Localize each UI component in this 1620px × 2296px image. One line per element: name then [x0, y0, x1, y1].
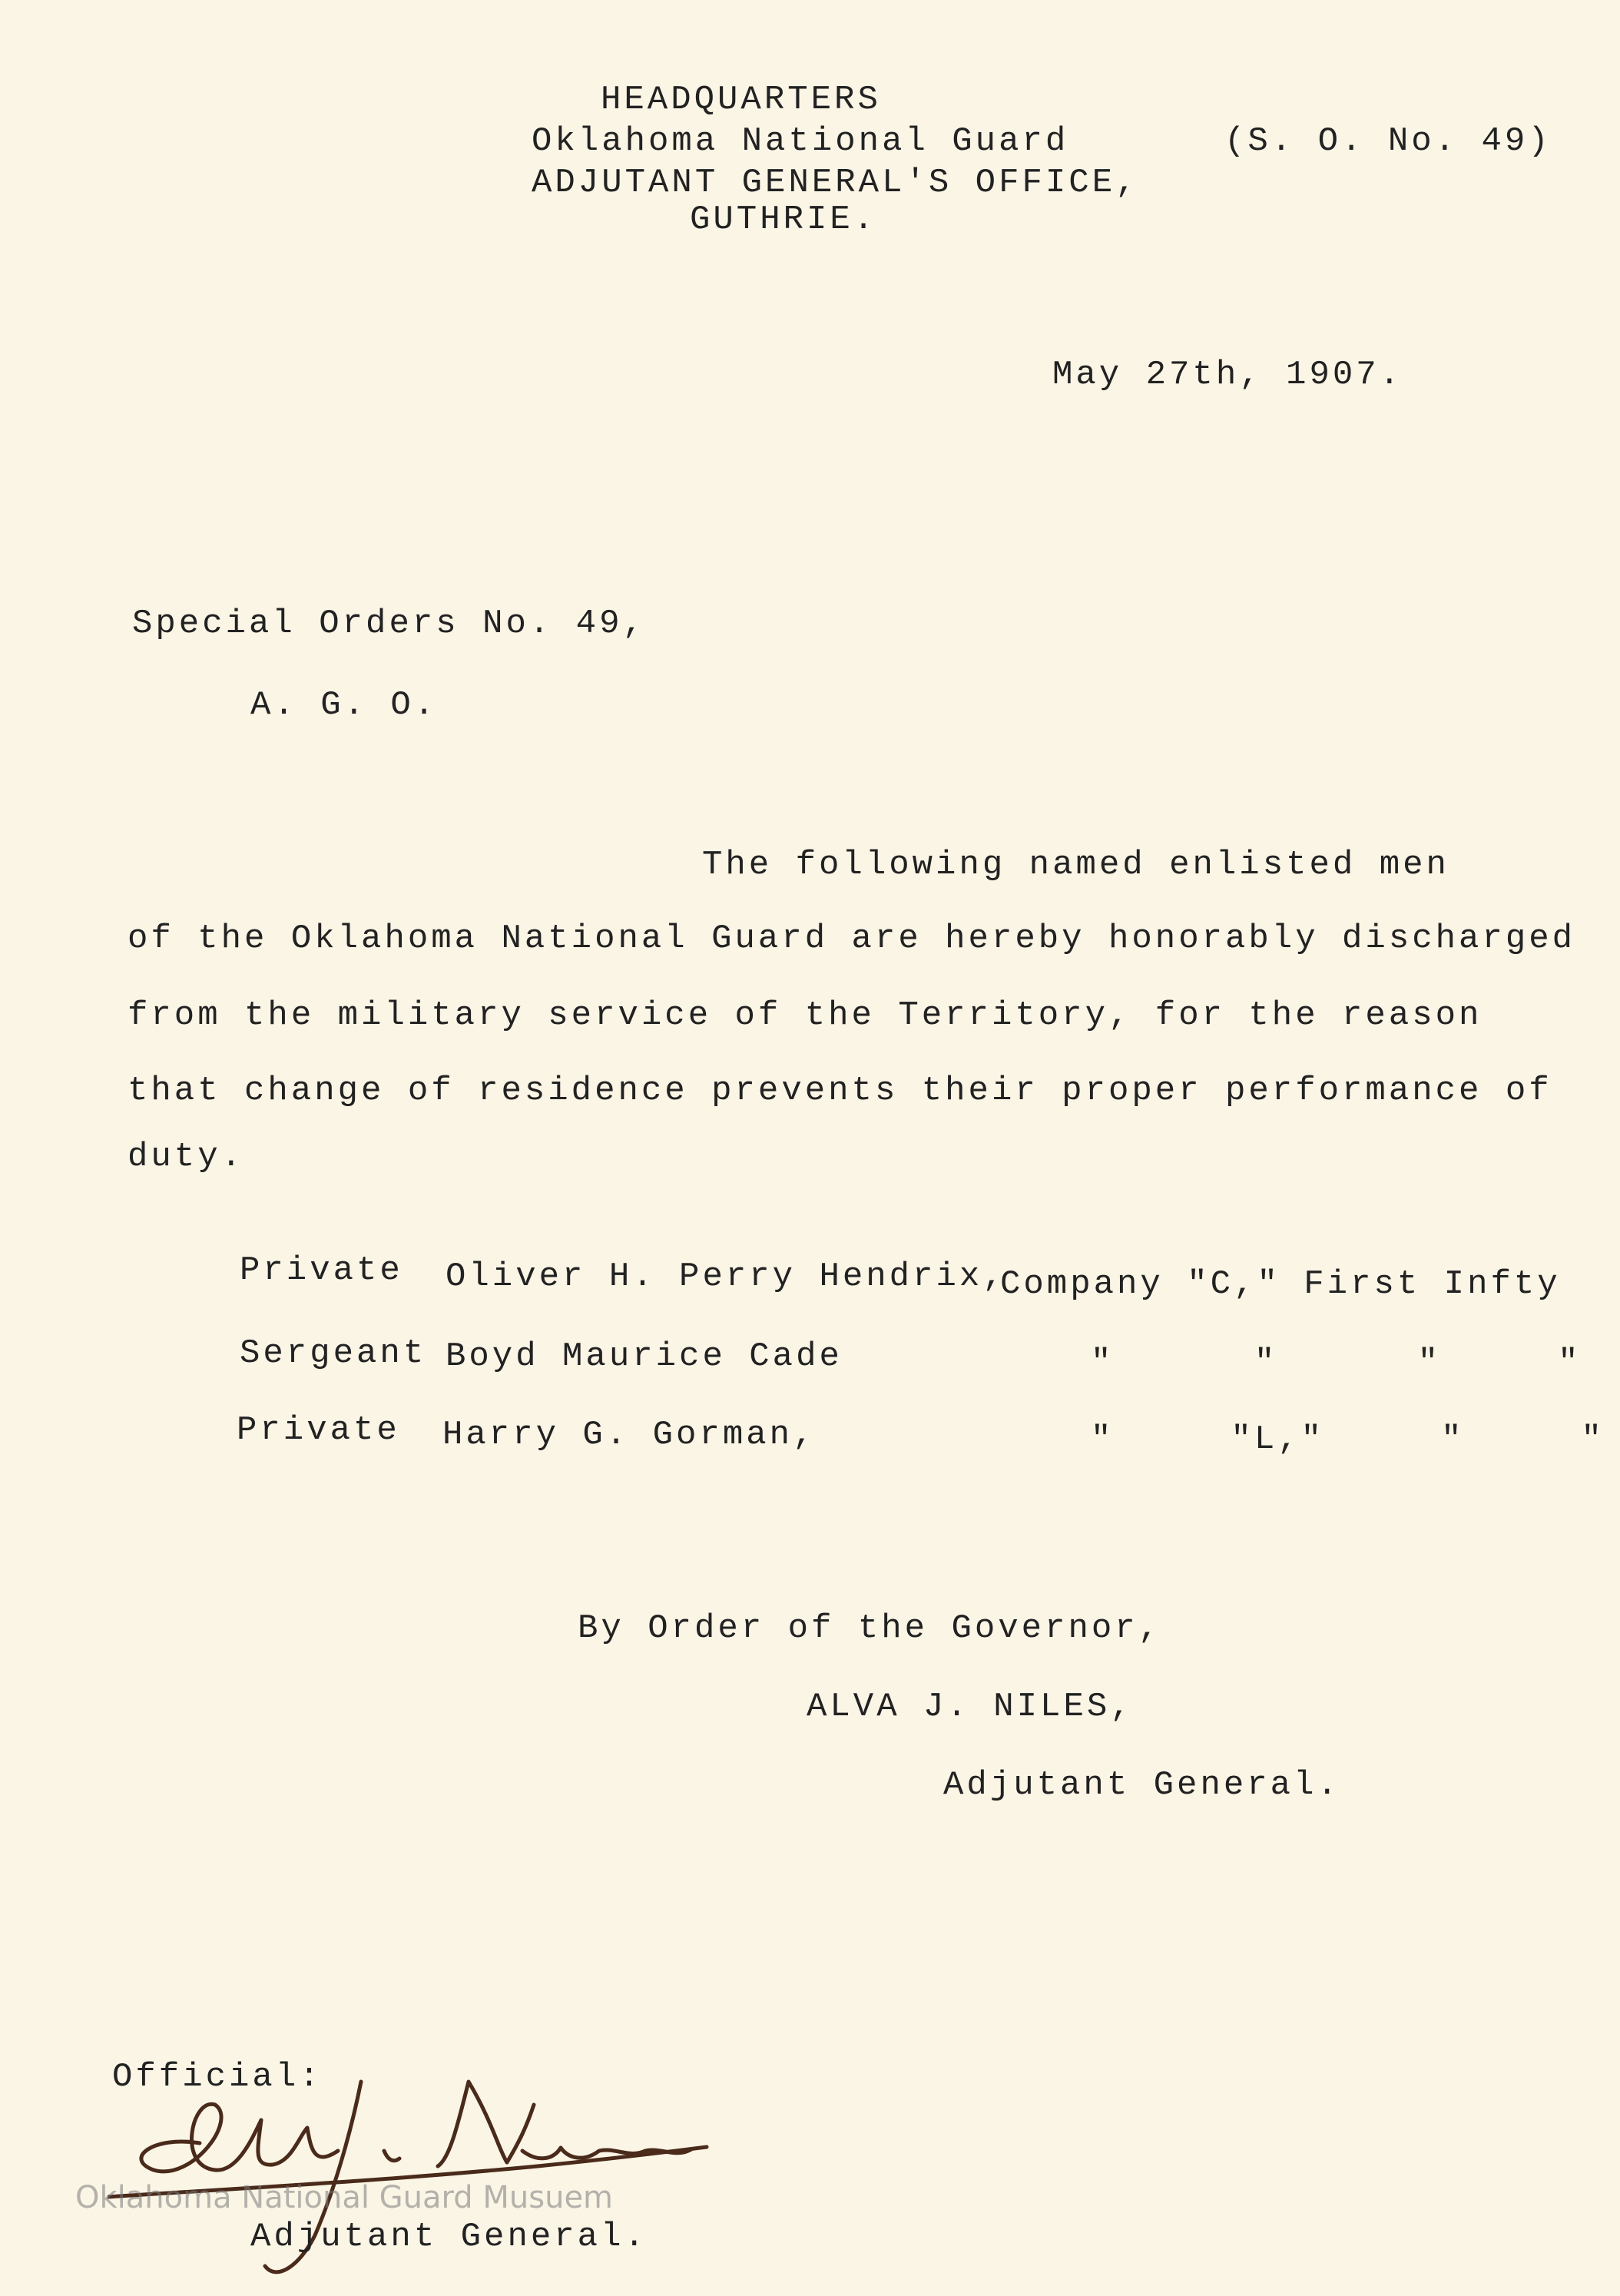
closing-authority: By Order of the Governor,	[578, 1609, 1162, 1648]
roster-detail: " " " "	[1091, 1343, 1582, 1382]
museum-watermark: Oklahoma National Guard Musuem	[75, 2180, 614, 2215]
roster-rank: Sergeant	[240, 1334, 427, 1373]
official-label: Official:	[112, 2058, 323, 2096]
closing-title: Adjutant General.	[943, 1766, 1340, 1804]
body-line-3: from the military service of the Territory, for the reason	[128, 996, 1483, 1035]
body-line-1: The following named enlisted men	[702, 846, 1449, 884]
body-line-4: that change of residence prevents their proper performance of	[128, 1072, 1552, 1110]
roster-detail: " "L," " "	[1091, 1420, 1605, 1459]
special-orders-title: Special Orders No. 49,	[132, 605, 646, 643]
order-reference: (S. O. No. 49)	[1224, 122, 1552, 161]
roster-name: Oliver H. Perry Hendrix,	[446, 1257, 1006, 1296]
roster-rank: Private	[237, 1411, 400, 1449]
body-line-5: duty.	[128, 1138, 245, 1176]
header-headquarters: HEADQUARTERS	[601, 81, 881, 119]
body-line-2: of the Oklahoma National Guard are hereby honorably discharged	[128, 919, 1576, 958]
roster-detail: Company "C," First Infty	[1000, 1265, 1561, 1304]
roster-name: Harry G. Gorman,	[442, 1416, 817, 1454]
header-organization: Oklahoma National Guard	[532, 122, 1069, 161]
header-city: GUTHRIE.	[690, 200, 877, 239]
header-office: ADJUTANT GENERAL'S OFFICE,	[532, 164, 1139, 202]
roster-name: Boyd Maurice Cade	[446, 1337, 843, 1376]
official-title: Adjutant General.	[250, 2218, 648, 2256]
closing-signer: ALVA J. NILES,	[807, 1688, 1134, 1726]
document-date: May 27th, 1907.	[1052, 356, 1403, 394]
roster-rank: Private	[240, 1251, 403, 1290]
office-abbreviation: A. G. O.	[250, 686, 438, 724]
